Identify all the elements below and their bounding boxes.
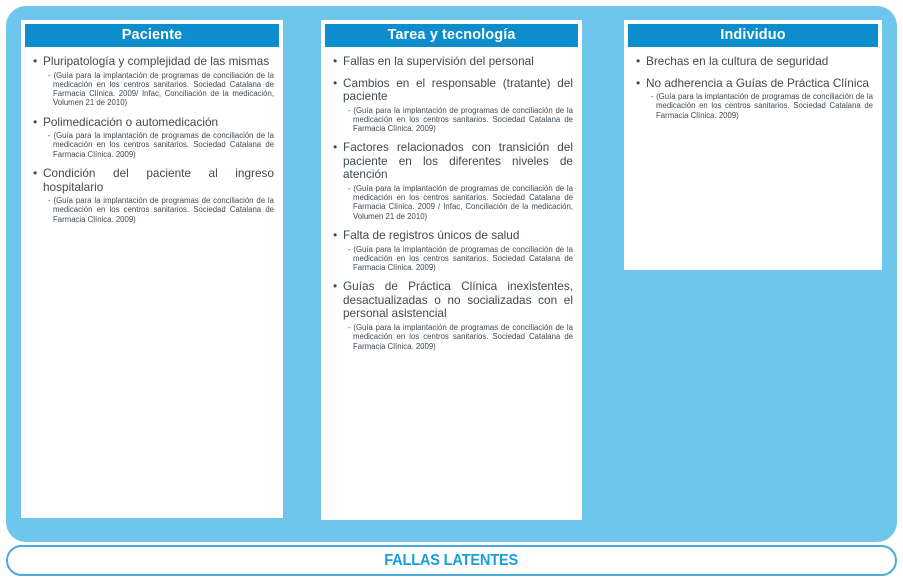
item-list-paciente (31, 55, 274, 224)
item-text: Guías de Práctica Clínica inexistentes, desactualizadas o no socializadas con el personal asistencial (343, 279, 573, 321)
column-tarea-tecnologia (321, 20, 582, 520)
list-item (331, 55, 573, 69)
item-citation: - (Guía para la implantación de programas de conciliación de la medicación en los centros sanitarios. Sociedad Catalana de Farmacia Clínica. 2009) (348, 322, 573, 351)
item-content (646, 55, 873, 69)
latent-failures-banner (6, 545, 897, 576)
item-text: Falta de registros únicos de salud (343, 228, 520, 243)
item-text: Pluripatología y complejidad de las mismas (43, 54, 270, 68)
item-citation: - (Guía para la implantación de programas de conciliación de la medicación en los centros sanitarios. Sociedad Catalana de Farmacia Clínica. 2009) (48, 196, 274, 224)
item-content (343, 77, 573, 134)
list-item (331, 229, 573, 272)
list-item (331, 280, 573, 350)
list-item (331, 77, 573, 134)
list-item (331, 141, 573, 221)
item-list-individuo (634, 55, 873, 120)
bullet-icon: • (333, 279, 338, 294)
item-content (343, 280, 573, 350)
column-header-paciente: Paciente (25, 24, 279, 47)
item-content (343, 141, 573, 221)
item-content (43, 55, 274, 108)
item-text: Brechas en la cultura de seguridad (646, 54, 829, 68)
latent-failures-label: FALLAS LATENTES (384, 551, 519, 569)
item-citation: - (Guía para la implantación de programas de conciliación de la medicación en los centros sanitarios. Sociedad Catalana de Farmacia Clínica. 2009) (651, 92, 873, 120)
item-text: Condición del paciente al ingreso hospitalario (43, 166, 274, 194)
bullet-icon: • (636, 75, 641, 90)
item-list-tarea-tecnologia (331, 55, 573, 351)
column-paciente (21, 20, 283, 518)
bullet-icon: • (333, 54, 338, 68)
item-content (43, 167, 274, 224)
item-citation: - (Guía para la implantación de programas de conciliación de la medicación en los centros sanitarios. Sociedad Catalana de Farmacia Clínica. 2009) (348, 105, 573, 134)
column-header-tarea-tecnologia: Tarea y tecnología (325, 24, 578, 47)
bullet-icon: • (33, 54, 38, 68)
bullet-icon: • (333, 75, 338, 90)
bullet-icon: • (333, 140, 338, 155)
list-item (31, 167, 274, 224)
item-text: No adherencia a Guías de Práctica Clínica (646, 75, 869, 90)
bullet-icon: • (33, 114, 38, 129)
column-individuo (624, 20, 882, 270)
item-citation: - (Guía para la implantación de programas de conciliación de la medicación en los centros sanitarios. Sociedad Catalana de Farmacia Clínica. 2009 / Infac, Conciliación de la medicación, Volumen 21 de 2010) (348, 183, 573, 221)
item-content (43, 116, 274, 159)
column-header-individuo: Individuo (628, 24, 878, 47)
item-content (343, 55, 573, 69)
item-content (343, 229, 573, 272)
item-citation: - (Guía para la implantación de programas de conciliación de la medicación en los centros sanitarios. Sociedad Catalana de Farmacia Clínica. 2009) (348, 244, 573, 273)
column-body-paciente (25, 47, 279, 236)
bullet-icon: • (333, 228, 338, 243)
item-citation: - (Guía para la implantación de programas de conciliación de la medicación en los centros sanitarios. Sociedad Catalana de Farmacia Clínica. 2009/ Infac, Conciliación de la medicación, Volumen 21 de 2010) (48, 70, 274, 108)
item-citation: - (Guía para la implantación de programas de conciliación de la medicación en los centros sanitarios. Sociedad Catalana de Farmacia Clínica. 2009) (48, 131, 274, 159)
list-item (31, 116, 274, 159)
bullet-icon: • (33, 166, 38, 181)
item-text: Polimedicación o automedicación (43, 114, 219, 129)
item-text: Cambios en el responsable (tratante) del paciente (343, 75, 573, 103)
column-body-individuo (628, 47, 878, 132)
item-text: Factores relacionados con transición del paciente en los diferentes niveles de atención (343, 140, 573, 182)
list-item (31, 55, 274, 108)
item-content (646, 77, 873, 120)
item-text: Fallas en la supervisión del personal (343, 54, 534, 68)
list-item (634, 55, 873, 69)
list-item (634, 77, 873, 120)
column-body-tarea-tecnologia (325, 47, 578, 363)
bullet-icon: • (636, 54, 641, 68)
